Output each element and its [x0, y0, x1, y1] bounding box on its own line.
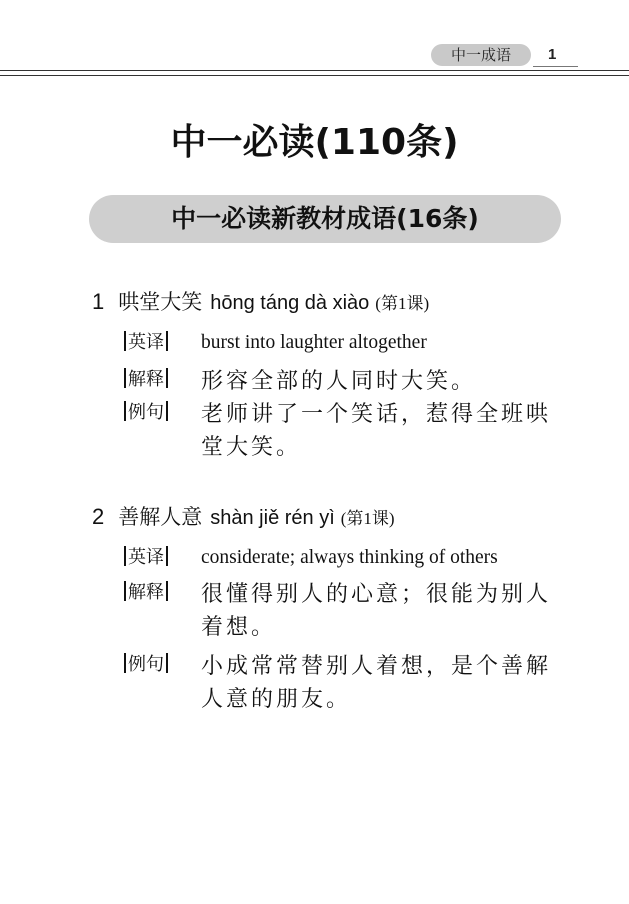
explanation-text: 形容全部的人同时大笑。 [201, 369, 477, 394]
entry-number: 2 [92, 504, 105, 529]
entry-pinyin: shàn jiě rén yì [210, 507, 335, 529]
example-text: 小成常常替别人着想，是个善解人意的朋友。 [201, 654, 552, 712]
english-label: 英译 [124, 328, 186, 358]
entry-idiom: 哄堂大笑 [118, 290, 203, 314]
entry-number: 1 [92, 289, 105, 314]
english-text: burst into laughter altogether [201, 332, 427, 353]
section-banner: 中一必读新教材成语(16条) [89, 195, 561, 243]
example-label: 例句 [124, 650, 186, 680]
header-rule-thin [0, 75, 629, 76]
explanation-label: 解释 [124, 365, 186, 395]
example-text: 老师讲了一个笑话，惹得全班哄堂大笑。 [201, 402, 552, 460]
page-number-underline [533, 66, 578, 67]
page-title: 中一必读(110条) [170, 122, 459, 163]
entry-heading [92, 502, 395, 534]
entry-lesson: (第1课) [340, 509, 395, 528]
page-number: 1 [548, 46, 557, 63]
entry-idiom: 善解人意 [118, 505, 203, 529]
english-text: considerate; always thinking of others [201, 547, 498, 568]
english-label: 英译 [124, 543, 186, 573]
entry-lesson: (第1课) [375, 294, 430, 313]
entry-pinyin: hōng táng dà xiào [210, 292, 370, 314]
entry-heading [92, 287, 429, 319]
example-label: 例句 [124, 398, 186, 428]
explanation-text: 很懂得别人的心意；很能为别人着想。 [201, 582, 552, 640]
explanation-label: 解释 [124, 578, 186, 608]
section-tab: 中一成语 [431, 44, 531, 66]
header-rule-thick [0, 70, 629, 71]
